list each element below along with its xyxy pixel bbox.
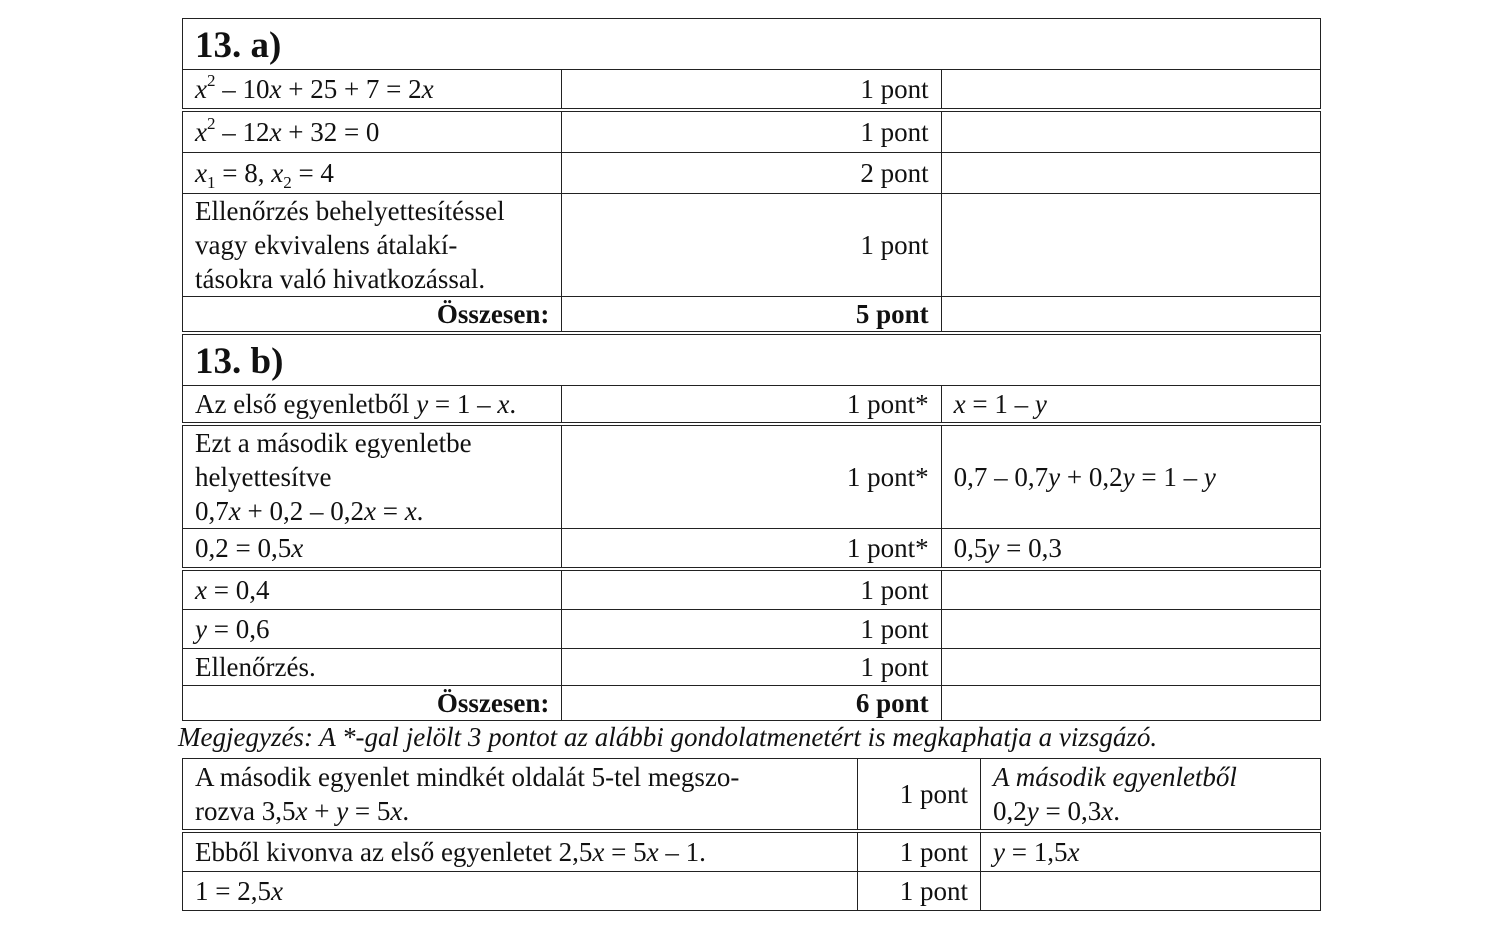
step-row-1: Az első egyenletből y = 1 – x.: [183, 386, 562, 425]
points-cell: 1 pont: [562, 569, 941, 610]
comment-cell: [941, 610, 1320, 649]
comment-cell: [941, 297, 1320, 332]
step-row-6: Ellenőrzés.: [183, 649, 562, 686]
step-row-3: 0,2 = 0,5x: [183, 529, 562, 570]
points-cell: 1 pont: [562, 649, 941, 686]
step-row-2: Ezt a második egyenletbe helyettesítve 0,7x + 0,2 – 0,2x = x.: [183, 424, 562, 529]
points-cell: 1 pont: [858, 759, 981, 832]
alt-step-cell: 0,7 – 0,7y + 0,2y = 1 – y: [941, 424, 1320, 529]
section-a-table: [182, 18, 1321, 332]
check-line-2: tásokra való hivatkozással.: [195, 264, 486, 294]
comment-cell: [941, 569, 1320, 610]
points-cell: 1 pont: [858, 872, 981, 911]
equation-row-1: $x^2 - 10x + 25 + 7 = 2x$: [183, 70, 562, 111]
total-points: 6 pont: [562, 686, 941, 721]
points-cell: 1 pont*: [562, 424, 941, 529]
alt-solution-table: [182, 758, 1321, 911]
comment-cell: [981, 872, 1321, 911]
equation-row-3: $x_1 = 8$, $x_2 = 4$: [183, 153, 562, 194]
section-b-title: 13. b): [183, 335, 1321, 386]
comment-cell: [941, 194, 1320, 297]
total-label: Összesen:: [183, 686, 562, 721]
points-cell: 1 pont*: [562, 386, 941, 425]
points-cell: 1 pont: [562, 110, 941, 153]
alt-row-1: A második egyenlet mindkét oldalát 5-tel megszo- rozva 3,5x + y = 5x.: [183, 759, 858, 832]
equation-row-2: $x^2 - 12x + 32 = 0$: [183, 110, 562, 153]
step-row-5: y = 0,6: [183, 610, 562, 649]
comment-cell: [941, 686, 1320, 721]
total-label: Összesen:: [183, 297, 562, 332]
points-cell: 1 pont: [562, 70, 941, 111]
alt-row-1-line-1: A második egyenlet mindkét oldalát 5-tel megszo-: [195, 762, 740, 792]
alt-step-cell: 0,5y = 0,3: [941, 529, 1320, 570]
check-line-1: Ellenőrzés behelyettesítéssel vagy ekvivalens átalakí-: [195, 196, 505, 260]
alt-step-cell: x = 1 – y: [941, 386, 1320, 425]
comment-cell: [941, 153, 1320, 194]
step-row-4: x = 0,4: [183, 569, 562, 610]
section-b-table: [182, 334, 1321, 721]
section-a-title: 13. a): [183, 19, 1321, 70]
comment-cell: [941, 649, 1320, 686]
alt-row-3: 1 = 2,5x: [183, 872, 858, 911]
alt-step-cell: A második egyenletből 0,2y = 0,3x.: [981, 759, 1321, 832]
points-cell: 1 pont: [562, 194, 941, 297]
alt-right-line-1: A második egyenletből: [993, 762, 1237, 792]
total-points: 5 pont: [562, 297, 941, 332]
points-cell: 1 pont*: [562, 529, 941, 570]
points-cell: 1 pont: [858, 831, 981, 872]
check-text: [183, 194, 562, 297]
alt-row-2: Ebből kivonva az első egyenletet 2,5x = 5x – 1.: [183, 831, 858, 872]
points-cell: 1 pont: [562, 610, 941, 649]
note-text: Megjegyzés: A *-gal jelölt 3 pontot az alábbi gondolatmenetért is megkaphatja a vizsgázó.: [178, 722, 1158, 752]
points-cell: 2 pont: [562, 153, 941, 194]
comment-cell: [941, 70, 1320, 111]
comment-cell: [941, 110, 1320, 153]
step-row-2-line-1: Ezt a második egyenletbe helyettesítve: [195, 428, 472, 492]
alt-step-cell: y = 1,5x: [981, 831, 1321, 872]
